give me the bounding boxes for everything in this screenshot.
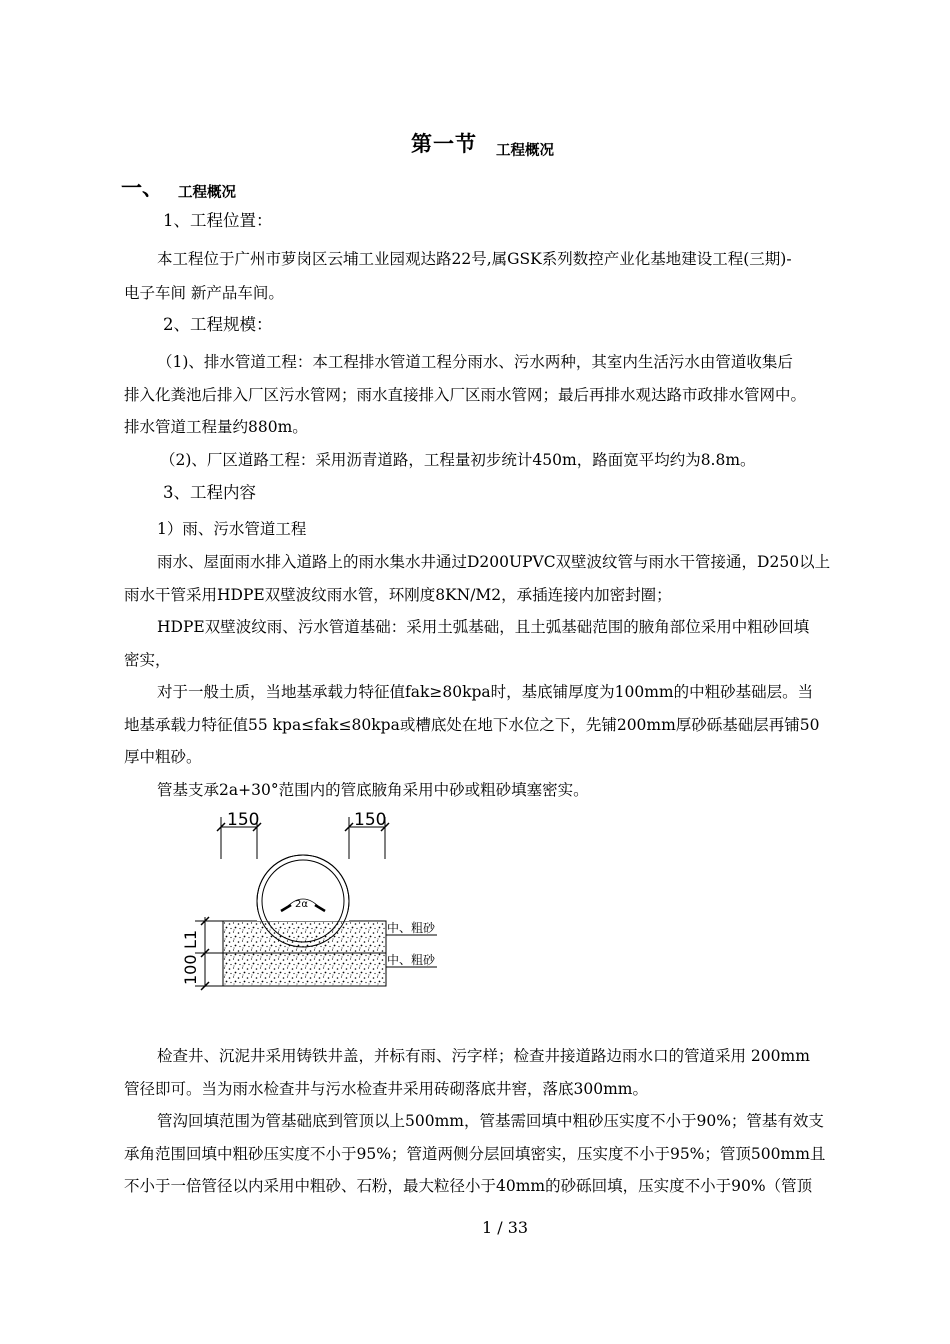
paragraph-line: 对于一般土质，当地基承载力特征值fak≥80kpa时，基底铺厚度为100mm的中粗砂基础层。当	[157, 683, 814, 701]
label-coarse-sand-top: 中、粗砂	[387, 921, 436, 935]
subheading-content: 3、工程内容	[163, 483, 256, 502]
label-coarse-sand-bottom: 中、粗砂	[387, 953, 436, 967]
paragraph-line: 排水管道工程量约880m。	[124, 418, 308, 436]
subheading-location: 1、工程位置：	[163, 211, 273, 230]
paragraph-line: 雨水、屋面雨水排入道路上的雨水集水井通过D200UPVC双壁波纹管与雨水干管接通，D250以上	[157, 553, 831, 571]
paragraph-line: 雨水干管采用HDPE双壁波纹雨水管，环刚度8KN/M2，承插连接内加密封圈；	[124, 586, 672, 604]
paragraph-line: （1)、排水管道工程：本工程排水管道工程分雨水、污水两种，其室内生活污水由管道收集后	[157, 353, 793, 371]
heading-number: 一、	[121, 176, 163, 200]
subheading-scale: 2、工程规模：	[163, 315, 273, 334]
paragraph-line: 本工程位于广州市萝岗区云埔工业园观达路22号,属GSK系列数控产业化基地建设工程(三期)-	[157, 250, 792, 268]
angle-label: 2α	[295, 899, 308, 910]
heading-label: 工程概况	[178, 185, 236, 201]
paragraph-line: 排入化粪池后排入厂区污水管网；雨水直接排入厂区雨水管网；最后再排水观达路市政排水管网中。	[124, 386, 807, 404]
paragraph-line: 电子车间 新产品车间。	[124, 284, 284, 302]
paragraph-line: 管基支承2a+30°范围内的管底腋角采用中砂或粗砂填塞密实。	[157, 781, 589, 799]
section-title: 工程概况	[496, 143, 554, 159]
paragraph-line: 不小于一倍管径以内采用中粗砂、石粉，最大粒径小于40mm的砂砾回填，压实度不小于90%（管顶	[124, 1177, 813, 1195]
dim-l1-label: L1	[181, 929, 200, 949]
paragraph-line: HDPE双壁波纹雨、污水管道基础：采用土弧基础，且土弧基础范围的腋角部位采用中粗砂回填	[157, 618, 810, 636]
dim-left-label: 150	[227, 810, 260, 830]
paragraph-line: 地基承载力特征值55 kpa≤fak≤80kpa或槽底处在地下水位之下，先铺200mm厚砂砾基础层再铺50	[124, 716, 820, 734]
pipe-bedding-figure	[165, 805, 455, 995]
paragraph-line: 管径即可。当为雨水检查井与污水检查井采用砖砌落底井窖，落底300mm。	[124, 1080, 648, 1098]
paragraph-line: 管沟回填范围为管基础底到管顶以上500mm，管基需回填中粗砂压实度不小于90%；管基有效支	[157, 1112, 824, 1130]
paragraph-line: 1）雨、污水管道工程	[157, 520, 307, 538]
paragraph-line: 检查井、沉泥井采用铸铁井盖，并标有雨、污字样；检查井接道路边雨水口的管道采用 200mm	[157, 1047, 810, 1065]
dim-right-label: 150	[354, 810, 387, 830]
section-number: 第一节	[411, 132, 477, 156]
page-number: 1 / 33	[482, 1218, 529, 1237]
paragraph-line: （2)、厂区道路工程：采用沥青道路，工程量初步统计450m，路面宽平均约为8.8m。	[160, 451, 756, 469]
paragraph-line: 厚中粗砂。	[124, 748, 202, 766]
paragraph-line: 密实，	[124, 651, 171, 669]
paragraph-line: 承角范围回填中粗砂压实度不小于95%；管道两侧分层回填密实，压实度不小于95%；管顶500mm且	[124, 1145, 826, 1163]
dim-100-label: 100	[181, 954, 200, 985]
